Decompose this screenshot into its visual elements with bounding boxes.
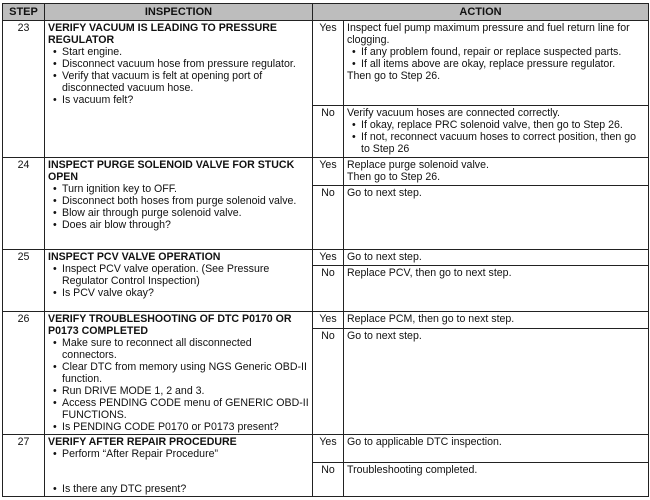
no-action: Replace PCV, then go to next step. [344, 266, 649, 312]
table-row [3, 435, 649, 463]
step-number: 26 [3, 312, 45, 435]
step-title: VERIFY AFTER REPAIR PROCEDURE [48, 436, 237, 448]
list-item: • Is vacuum felt? [62, 94, 309, 106]
list-item: • Perform “After Repair Procedure” [62, 448, 309, 460]
list-item: • Clear DTC from memory using NGS Generic OBD-II function. [62, 361, 309, 385]
list-item: • Turn ignition key to OFF. [62, 183, 309, 195]
list-item: • Is PCV valve okay? [62, 287, 309, 299]
list-item: • Disconnect both hoses from purge solenoid valve. [62, 195, 309, 207]
action-text: Verify vacuum hoses are connected correctly. [347, 107, 560, 119]
step-number: 27 [3, 435, 45, 497]
no-label: No [313, 266, 344, 312]
list-item: • If all items above are okay, replace pressure regulator. [361, 58, 645, 70]
list-item: • Start engine. [62, 46, 309, 58]
no-action [344, 106, 649, 158]
list-item: • Make sure to reconnect all disconnected connectors. [62, 337, 309, 361]
list-item: • Verify that vacuum is felt at opening port of disconnected vacuum hose. [62, 70, 309, 94]
list-item: • Run DRIVE MODE 1, 2 and 3. [62, 385, 309, 397]
step-number: 25 [3, 250, 45, 312]
list-item: • If any problem found, repair or replace suspected parts. [361, 46, 645, 58]
action-list [347, 119, 645, 155]
step-title: VERIFY TROUBLESHOOTING OF DTC P0170 OR P0173 COMPLETED [48, 313, 292, 337]
yes-label: Yes [313, 250, 344, 266]
list-item: • Is there any DTC present? [62, 483, 309, 495]
list-item: • Inspect PCV valve operation. (See Pressure Regulator Control Inspection) [62, 263, 309, 287]
inspection-list [48, 483, 309, 495]
step-title: INSPECT PURGE SOLENOID VALVE FOR STUCK OPEN [48, 159, 295, 183]
inspection-cell [45, 312, 313, 435]
no-label: No [313, 328, 344, 434]
yes-action: Go to next step. [344, 250, 649, 266]
list-item: • Blow air through purge solenoid valve. [62, 207, 309, 219]
troubleshooting-table [2, 3, 649, 497]
inspection-cell [45, 158, 313, 250]
step-title: VERIFY VACUUM IS LEADING TO PRESSURE REGULATOR [48, 22, 277, 46]
inspection-cell [45, 21, 313, 158]
inspection-list [48, 46, 309, 106]
table-row [3, 312, 649, 329]
list-item: • Does air blow through? [62, 219, 309, 231]
step-number: 23 [3, 21, 45, 158]
yes-action: Replace PCM, then go to next step. [344, 312, 649, 329]
step-title: INSPECT PCV VALVE OPERATION [48, 251, 221, 263]
no-action: Go to next step. [344, 186, 649, 250]
step-column-header: STEP [3, 4, 45, 21]
table-row [3, 21, 649, 106]
yes-action [344, 21, 649, 106]
yes-label: Yes [313, 158, 344, 186]
inspection-list [48, 448, 309, 460]
no-action: Troubleshooting completed. [344, 463, 649, 497]
action-list [347, 46, 645, 70]
inspection-list [48, 337, 309, 433]
inspection-list [48, 263, 309, 299]
inspection-cell [45, 250, 313, 312]
list-item: • Disconnect vacuum hose from pressure regulator. [62, 58, 309, 70]
no-label: No [313, 186, 344, 250]
list-item: • If not, reconnect vacuum hoses to correct position, then go to Step 26 [361, 131, 645, 155]
table-row [3, 158, 649, 186]
action-column-header: ACTION [313, 4, 649, 21]
no-label: No [313, 463, 344, 497]
step-number: 24 [3, 158, 45, 250]
yes-action: Go to applicable DTC inspection. [344, 435, 649, 463]
action-text: Then go to Step 26. [347, 171, 441, 183]
action-text: Replace purge solenoid valve. [347, 159, 489, 171]
yes-label: Yes [313, 312, 344, 329]
yes-label: Yes [313, 435, 344, 463]
action-text: Inspect fuel pump maximum pressure and fuel return line for clogging. [347, 22, 630, 46]
action-text: Then go to Step 26. [347, 70, 441, 82]
yes-label: Yes [313, 21, 344, 106]
list-item: • Is PENDING CODE P0170 or P0173 present? [62, 421, 309, 433]
table-header-row [3, 4, 649, 21]
inspection-cell [45, 435, 313, 497]
inspection-column-header: INSPECTION [45, 4, 313, 21]
no-action: Go to next step. [344, 328, 649, 434]
inspection-list [48, 183, 309, 231]
list-item: • Access PENDING CODE menu of GENERIC OBD-II FUNCTIONS. [62, 397, 309, 421]
no-label: No [313, 106, 344, 158]
yes-action [344, 158, 649, 186]
table-row [3, 250, 649, 266]
list-item: • If okay, replace PRC solenoid valve, then go to Step 26. [361, 119, 645, 131]
